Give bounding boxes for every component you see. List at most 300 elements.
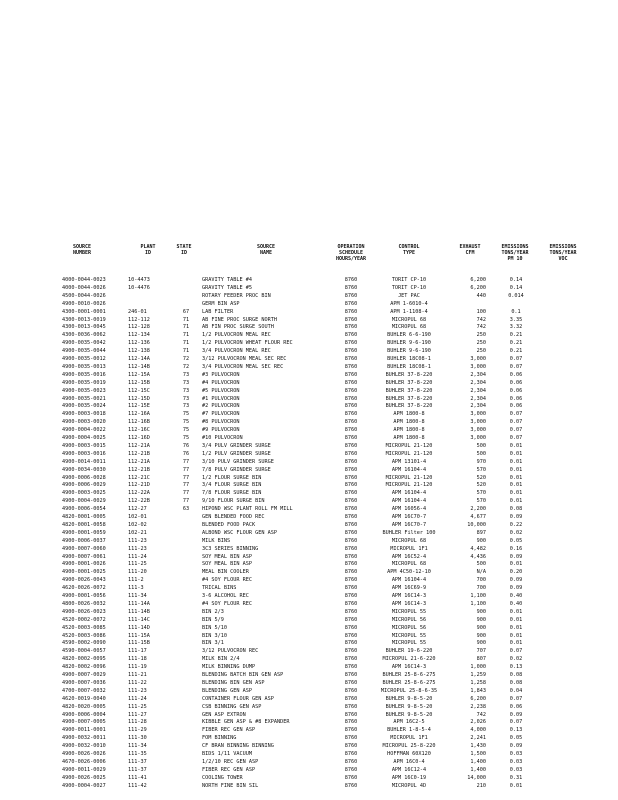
header-line: HOURS/YEAR: [335, 256, 367, 262]
table-row: [0, 576, 618, 584]
cell-emissions-pm10: 0.09: [509, 743, 523, 750]
cell-operation-schedule: 8760: [344, 277, 358, 283]
header-line: STATE: [176, 244, 192, 250]
cell-operation-schedule: 8760: [344, 727, 358, 734]
cell-source-name: 1/2 PULVOCRON WHEAT FLOUR REC: [202, 340, 293, 347]
header-line: EMISSIONS: [501, 244, 529, 250]
cell-operation-schedule: 8760: [344, 664, 358, 671]
cell-source-number: 4620-0019-0040: [62, 695, 106, 702]
cell-emissions-pm10: 0.07: [509, 435, 523, 441]
cell-emissions-pm10: 0.21: [509, 348, 523, 355]
cell-control-type: APM 16C52-4: [391, 553, 427, 560]
cell-source-name: GRAVITY TABLE #4: [202, 277, 252, 283]
cell-plant-id: 112-21C: [128, 474, 150, 481]
table-row: [0, 331, 618, 339]
cell-operation-schedule: 8760: [344, 332, 358, 339]
cell-operation-schedule: 8760: [344, 482, 358, 489]
table-row: [0, 450, 618, 458]
cell-state-id: 75: [182, 427, 190, 434]
cell-exhaust-cfm: 700: [476, 585, 486, 592]
cell-source-number: 4300-0013-0045: [62, 324, 106, 331]
cell-plant-id: 111-14C: [128, 616, 150, 623]
table-row: [0, 647, 618, 655]
cell-source-name: MILK BINS: [202, 537, 231, 544]
table-row: [0, 663, 618, 671]
table-row: [0, 355, 618, 363]
cell-exhaust-cfm: 900: [476, 616, 486, 623]
cell-emissions-pm10: 0.01: [509, 466, 523, 473]
cell-source-number: 4820-0002-0095: [62, 656, 106, 663]
table-row: [0, 418, 618, 426]
cell-source-number: 4300-0036-0062: [62, 332, 106, 339]
cell-control-type: APM 16C70-7: [391, 521, 427, 528]
cell-source-name: 1/2 PULVOCRON MEAL REC: [202, 332, 271, 339]
table-row: [0, 395, 618, 403]
table-row: [0, 474, 618, 482]
cell-source-name: #10 PULVOCRON: [202, 435, 243, 441]
table-row: [0, 458, 618, 466]
cell-exhaust-cfm: 570: [476, 490, 486, 497]
cell-emissions-pm10: 0.03: [509, 758, 523, 765]
cell-source-name: CONTAINER FLOUR GEN ASP: [202, 695, 274, 702]
cell-emissions-pm10: 0.07: [509, 719, 523, 726]
header-exhaust-cfm: [450, 244, 490, 256]
cell-control-type: MICROPUL 21-120: [385, 442, 433, 449]
cell-control-type: APM 1800-8: [393, 427, 425, 434]
cell-source-name: CSB BINNING GEN ASP: [202, 703, 262, 710]
cell-operation-schedule: 8760: [344, 774, 358, 781]
cell-plant-id: 111-29: [128, 727, 147, 734]
cell-emissions-pm10: 0.01: [509, 450, 523, 457]
cell-control-type: BUHLER 18C08-1: [387, 363, 431, 370]
header-line: TONS/YEAR: [549, 250, 577, 256]
header-line: SOURCE: [72, 244, 92, 250]
cell-exhaust-cfm: 6,200: [470, 695, 486, 702]
cell-operation-schedule: 8760: [344, 577, 358, 584]
cell-emissions-pm10: 0.06: [509, 387, 523, 394]
cell-emissions-pm10: 0.09: [509, 553, 523, 560]
cell-control-type: BUHLER 37-8-220: [385, 371, 433, 378]
cell-state-id: 73: [182, 387, 190, 394]
cell-plant-id: 111-42: [128, 782, 147, 789]
cell-operation-schedule: 8760: [344, 387, 358, 394]
cell-operation-schedule: 8760: [344, 632, 358, 639]
cell-control-type: MICROPUL 56: [391, 616, 427, 623]
table-row: [0, 316, 618, 324]
cell-source-name: 3/4 PULV GRINDER SURGE: [202, 442, 271, 449]
table-row: [0, 750, 618, 758]
cell-emissions-pm10: 0.07: [509, 695, 523, 702]
header-line: CFM: [465, 250, 475, 256]
cell-operation-schedule: 8760: [344, 371, 358, 378]
cell-source-number: 4900-0011-0029: [62, 766, 106, 773]
cell-exhaust-cfm: 807: [476, 656, 486, 663]
cell-exhaust-cfm: 570: [476, 498, 486, 505]
cell-operation-schedule: 8760: [344, 395, 358, 402]
cell-source-number: 4900-0007-0036: [62, 679, 106, 686]
cell-operation-schedule: 8760: [344, 490, 358, 497]
cell-emissions-pm10: 0.01: [509, 458, 523, 465]
cell-source-number: 4900-0026-0025: [62, 774, 106, 781]
cell-exhaust-cfm: 2,304: [470, 403, 486, 410]
table-row: [0, 379, 618, 387]
cell-plant-id: 112-21D: [128, 482, 150, 489]
cell-operation-schedule: 8760: [344, 585, 358, 592]
cell-control-type: APM 16104-4: [391, 498, 427, 505]
cell-exhaust-cfm: 897: [476, 529, 486, 536]
table-row: [0, 774, 618, 782]
cell-control-type: APM 16C2-5: [393, 719, 425, 726]
cell-exhaust-cfm: 900: [476, 537, 486, 544]
cell-exhaust-cfm: 900: [476, 608, 486, 615]
cell-exhaust-cfm: 100: [476, 308, 486, 315]
cell-plant-id: 111-27: [128, 711, 147, 718]
table-row: [0, 616, 618, 624]
cell-operation-schedule: 8760: [344, 427, 358, 434]
cell-plant-id: 112-128: [128, 324, 150, 331]
cell-source-number: 4520-0003-0085: [62, 624, 106, 631]
table-row: [0, 703, 618, 711]
table-row: [0, 726, 618, 734]
cell-control-type: MICROPUL 55: [391, 608, 427, 615]
cell-control-type: APM 1800-8: [393, 411, 425, 418]
cell-control-type: BUHLER 25-8-6-275: [382, 672, 436, 678]
cell-plant-id: 111-25: [128, 703, 147, 710]
cell-control-type: BUHLER 9-8-5-20: [385, 695, 433, 702]
cell-control-type: MICROPUL 56: [391, 624, 427, 631]
cell-control-type: APM 16C14-3: [391, 593, 427, 599]
cell-emissions-pm10: 0.06: [509, 379, 523, 386]
cell-control-type: MICROPUL 1F1: [390, 735, 428, 742]
cell-plant-id: 112-21B: [128, 466, 150, 473]
cell-operation-schedule: 8760: [344, 600, 358, 607]
table-row: [0, 718, 618, 726]
cell-control-type: APM 16C12-4: [391, 766, 427, 773]
cell-source-name: AB FINE PROC SURGE NORTH: [202, 316, 277, 323]
cell-plant-id: 111-15A: [128, 632, 150, 639]
table-row: [0, 513, 618, 521]
cell-exhaust-cfm: 500: [476, 561, 486, 568]
cell-state-id: 63: [182, 506, 190, 513]
cell-operation-schedule: 8760: [344, 450, 358, 457]
cell-operation-schedule: 8760: [344, 529, 358, 536]
cell-source-number: 4900-0032-0010: [62, 743, 106, 750]
cell-plant-id: 102-01: [128, 514, 147, 520]
cell-exhaust-cfm: 250: [476, 340, 486, 347]
cell-emissions-pm10: 0.08: [509, 672, 523, 678]
table-row: [0, 695, 618, 703]
cell-operation-schedule: 8760: [344, 672, 358, 678]
cell-emissions-pm10: 0.06: [509, 371, 523, 378]
cell-control-type: MICROPUL 68: [391, 537, 427, 544]
cell-operation-schedule: 8760: [344, 419, 358, 426]
cell-plant-id: 111-22: [128, 679, 147, 686]
cell-exhaust-cfm: 520: [476, 474, 486, 481]
cell-exhaust-cfm: 700: [476, 577, 486, 584]
cell-emissions-pm10: 0.40: [509, 593, 523, 599]
cell-exhaust-cfm: 1,400: [470, 758, 486, 765]
table-row: [0, 497, 618, 505]
header-state-id: [168, 244, 200, 256]
table-row: [0, 592, 618, 600]
cell-source-number: 4900-0001-0059: [62, 529, 106, 536]
cell-source-name: FOM BINNING: [202, 735, 237, 742]
cell-operation-schedule: 8760: [344, 300, 358, 307]
cell-emissions-pm10: 0.014: [508, 292, 524, 299]
cell-source-name: 1/2 FLOUR SURGE BIN: [202, 474, 262, 481]
cell-plant-id: 111-23: [128, 687, 147, 694]
cell-control-type: MICROPUL 21-120: [385, 482, 433, 489]
cell-operation-schedule: 8760: [344, 521, 358, 528]
header-source-number: [62, 244, 102, 256]
cell-source-name: 3/12 PULVOCRON MEAL SEC REC: [202, 356, 287, 362]
cell-control-type: BUHLER 25-8-6-275: [382, 679, 436, 686]
cell-exhaust-cfm: 2,304: [470, 395, 486, 402]
cell-control-type: MICROPUL 68: [391, 561, 427, 568]
table-row: [0, 347, 618, 355]
table-row: [0, 687, 618, 695]
cell-exhaust-cfm: 970: [476, 458, 486, 465]
table-row: [0, 734, 618, 742]
cell-emissions-pm10: 0.07: [509, 419, 523, 426]
cell-exhaust-cfm: 3,000: [470, 411, 486, 418]
table-row: [0, 466, 618, 474]
cell-control-type: BUHLER 19-6-220: [385, 648, 433, 655]
cell-plant-id: 112-134: [128, 332, 150, 339]
cell-exhaust-cfm: 4,436: [470, 553, 486, 560]
cell-operation-schedule: 8760: [344, 498, 358, 505]
cell-operation-schedule: 8760: [344, 537, 358, 544]
cell-source-name: GRAVITY TABLE #5: [202, 284, 252, 291]
cell-plant-id: 111-23: [128, 537, 147, 544]
cell-control-type: APM 16C0-19: [391, 774, 427, 781]
cell-exhaust-cfm: 2,304: [470, 387, 486, 394]
cell-operation-schedule: 8760: [344, 403, 358, 410]
cell-plant-id: 111-2: [128, 577, 144, 584]
table-row: [0, 671, 618, 679]
header-line: TYPE: [402, 250, 416, 256]
cell-emissions-pm10: 0.21: [509, 340, 523, 347]
header-line: EMISSIONS: [549, 244, 577, 250]
cell-source-number: 4900-0007-0061: [62, 553, 106, 560]
cell-operation-schedule: 8760: [344, 363, 358, 370]
cell-operation-schedule: 8760: [344, 656, 358, 663]
cell-source-name: MILK BINNING DUMP: [202, 664, 256, 671]
cell-state-id: 73: [182, 371, 190, 378]
cell-control-type: MICROPUL 25-8-6-35: [380, 687, 438, 694]
cell-state-id: 71: [182, 348, 190, 355]
cell-plant-id: 111-19: [128, 664, 147, 671]
cell-source-number: 4900-0003-0020: [62, 419, 106, 426]
cell-source-number: 4900-0003-0025: [62, 490, 106, 497]
cell-plant-id: 102-21: [128, 529, 147, 536]
table-row: [0, 339, 618, 347]
cell-source-number: 4900-0001-0025: [62, 569, 106, 576]
cell-source-number: 4900-0006-0029: [62, 482, 106, 489]
cell-emissions-pm10: 0.13: [509, 727, 523, 734]
table-row: [0, 529, 618, 537]
cell-control-type: MICROPUL 21-120: [385, 450, 433, 457]
cell-state-id: 67: [182, 308, 190, 315]
cell-source-name: 3/4 PULVOCRON MEAL REC: [202, 348, 271, 355]
cell-source-name: BLENDED FOOD PACK: [202, 521, 256, 528]
cell-exhaust-cfm: 1,259: [470, 672, 486, 678]
cell-operation-schedule: 8760: [344, 640, 358, 647]
table-row: [0, 632, 618, 640]
cell-control-type: APM 16104-4: [391, 577, 427, 584]
cell-exhaust-cfm: 6,200: [470, 284, 486, 291]
cell-source-number: 4900-0035-0023: [62, 387, 106, 394]
cell-source-name: 7/8 FLOUR SURGE BIN: [202, 490, 262, 497]
cell-plant-id: 10-4473: [128, 277, 150, 283]
cell-source-name: #4 SOY FLOUR REC: [202, 600, 252, 607]
cell-exhaust-cfm: 1,500: [470, 751, 486, 757]
cell-plant-id: 112-15B: [128, 379, 150, 386]
cell-source-name: AB FIN PROC SURGE SOUTH: [202, 324, 274, 331]
cell-source-number: 4900-0014-0011: [62, 458, 106, 465]
cell-operation-schedule: 8760: [344, 624, 358, 631]
cell-exhaust-cfm: 14,000: [467, 774, 486, 781]
cell-operation-schedule: 8760: [344, 616, 358, 623]
cell-exhaust-cfm: 900: [476, 632, 486, 639]
cell-source-name: ROTARY FEEDER PROC BIN: [202, 292, 271, 299]
cell-source-name: GEN BLENDED FOOD REC: [202, 514, 265, 520]
cell-emissions-pm10: 0.21: [509, 332, 523, 339]
cell-source-name: KIBBLE GEN ASP & #8 EXPANDER: [202, 719, 290, 726]
cell-exhaust-cfm: 3,000: [470, 419, 486, 426]
cell-source-name: FIBER REC GEN ASP: [202, 727, 256, 734]
cell-emissions-pm10: 0.07: [509, 411, 523, 418]
cell-source-name: 3/10 PULV GRINDER SURGE: [202, 458, 274, 465]
header-plant-id: [128, 244, 168, 256]
cell-exhaust-cfm: 2,304: [470, 371, 486, 378]
cell-emissions-pm10: 0.06: [509, 703, 523, 710]
cell-operation-schedule: 8760: [344, 411, 358, 418]
cell-plant-id: 111-14B: [128, 608, 150, 615]
cell-plant-id: 112-22B: [128, 498, 150, 505]
cell-plant-id: 112-15A: [128, 371, 150, 378]
table-row: [0, 679, 618, 687]
cell-emissions-pm10: 0.02: [509, 529, 523, 536]
cell-plant-id: 111-37: [128, 758, 147, 765]
cell-source-number: 4900-0006-0004: [62, 711, 106, 718]
cell-state-id: 71: [182, 332, 190, 339]
cell-state-id: 72: [182, 356, 190, 362]
header-emissions-voc: [540, 244, 586, 262]
cell-operation-schedule: 8760: [344, 284, 358, 291]
cell-operation-schedule: 8760: [344, 379, 358, 386]
cell-control-type: APM 4C50-12-10: [387, 569, 431, 576]
cell-exhaust-cfm: 1,843: [470, 687, 486, 694]
cell-plant-id: 111-25: [128, 561, 147, 568]
header-line: SOURCE: [256, 244, 276, 250]
cell-control-type: BUHLER 9-6-190: [387, 348, 431, 355]
cell-plant-id: 112-138: [128, 348, 150, 355]
cell-control-type: MICROPUL 4D: [391, 782, 427, 789]
header-line: SCHEDULE: [338, 250, 364, 256]
cell-exhaust-cfm: 520: [476, 482, 486, 489]
cell-state-id: 77: [182, 482, 190, 489]
cell-exhaust-cfm: 742: [476, 316, 486, 323]
cell-source-number: 4900-0035-0042: [62, 340, 106, 347]
cell-source-number: 4500-0044-0026: [62, 292, 106, 299]
cell-source-number: 4900-0035-0024: [62, 403, 106, 410]
cell-control-type: APM 1-1108-4: [390, 308, 428, 315]
cell-emissions-pm10: 0.01: [509, 624, 523, 631]
cell-control-type: MICROPUL 68: [391, 316, 427, 323]
cell-exhaust-cfm: 707: [476, 648, 486, 655]
cell-exhaust-cfm: 4,482: [470, 545, 486, 552]
cell-emissions-pm10: 0.14: [509, 284, 523, 291]
table-row: [0, 545, 618, 553]
cell-source-name: #9 PULVOCRON: [202, 427, 240, 434]
cell-exhaust-cfm: 900: [476, 640, 486, 647]
cell-operation-schedule: 8760: [344, 356, 358, 362]
header-line: OPERATION: [337, 244, 365, 250]
cell-source-name: 3/4 PULVOCRON MEAL SEC REC: [202, 363, 284, 370]
table-row: [0, 292, 618, 300]
cell-control-type: MICROPUL 68: [391, 324, 427, 331]
cell-exhaust-cfm: 2,200: [470, 506, 486, 513]
cell-emissions-pm10: 0.09: [509, 577, 523, 584]
header-line: CONTROL: [398, 244, 420, 250]
cell-emissions-pm10: 3.35: [509, 316, 523, 323]
cell-plant-id: 111-20: [128, 569, 147, 576]
cell-operation-schedule: 8760: [344, 442, 358, 449]
cell-emissions-pm10: 0.01: [509, 632, 523, 639]
cell-control-type: MICROPUL 1F1: [390, 545, 428, 552]
cell-emissions-pm10: 0.40: [509, 600, 523, 607]
cell-emissions-pm10: 0.20: [509, 569, 523, 576]
cell-control-type: BUHLER 9-8-5-20: [385, 703, 433, 710]
cell-exhaust-cfm: 4,677: [470, 514, 486, 520]
cell-emissions-pm10: 0.07: [509, 648, 523, 655]
cell-exhaust-cfm: 2,304: [470, 379, 486, 386]
cell-source-number: 4820-0001-0005: [62, 514, 106, 520]
table-row: [0, 782, 618, 790]
table-row: [0, 537, 618, 545]
cell-exhaust-cfm: 3,000: [470, 427, 486, 434]
cell-source-number: 4900-0006-0054: [62, 506, 106, 513]
cell-plant-id: 112-15D: [128, 395, 150, 402]
cell-emissions-pm10: 0.05: [509, 735, 523, 742]
cell-exhaust-cfm: 742: [476, 324, 486, 331]
cell-emissions-pm10: 0.01: [509, 608, 523, 615]
table-row: [0, 387, 618, 395]
cell-source-name: FIBER REC GEN ASP: [202, 766, 256, 773]
cell-control-type: BUHLER 37-8-220: [385, 403, 433, 410]
cell-emissions-pm10: 0.16: [509, 545, 523, 552]
cell-operation-schedule: 8760: [344, 561, 358, 568]
table-row: [0, 608, 618, 616]
header-line: NAME: [259, 250, 273, 256]
cell-operation-schedule: 8760: [344, 751, 358, 757]
table-row: [0, 308, 618, 316]
cell-source-name: 3C3 SERIES BINNING: [202, 545, 259, 552]
cell-source-number: 4000-0044-0026: [62, 284, 106, 291]
cell-control-type: APM 16C14-3: [391, 664, 427, 671]
cell-exhaust-cfm: 570: [476, 466, 486, 473]
cell-operation-schedule: 8760: [344, 766, 358, 773]
cell-emissions-pm10: 0.05: [509, 537, 523, 544]
cell-source-number: 4900-0011-0001: [62, 727, 106, 734]
cell-control-type: MICROPUL 55: [391, 632, 427, 639]
table-row: [0, 284, 618, 292]
cell-source-number: 4820-0020-0005: [62, 703, 106, 710]
cell-emissions-pm10: 0.07: [509, 427, 523, 434]
table-row: [0, 402, 618, 410]
table-row: [0, 521, 618, 529]
